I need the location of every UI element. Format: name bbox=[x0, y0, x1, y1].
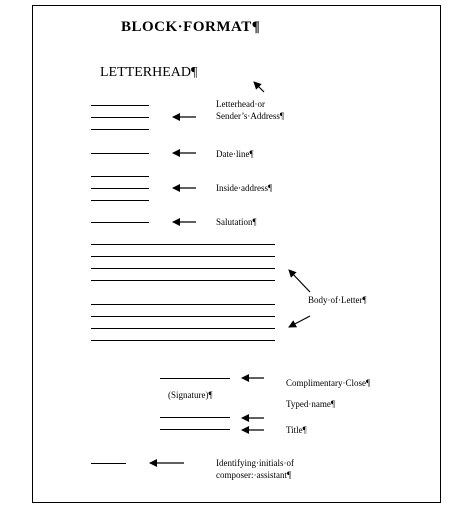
arrow-letterhead-icon bbox=[254, 82, 264, 92]
letterhead-heading: LETTERHEAD¶ bbox=[100, 65, 198, 80]
arrow-body-upper-icon bbox=[289, 270, 310, 292]
label-complimentary-close: Complimentary·Close¶ bbox=[286, 378, 371, 388]
label-date-line: Date·line¶ bbox=[216, 149, 254, 159]
label-salutation: Salutation¶ bbox=[216, 217, 257, 227]
arrow-body-lower-icon bbox=[289, 316, 310, 327]
label-letterhead-address-1: Letterhead·or bbox=[216, 99, 265, 109]
label-initials-2: composer:·assistant¶ bbox=[216, 470, 292, 480]
label-body: Body·of·Letter¶ bbox=[308, 295, 367, 305]
label-signature: (Signature)¶ bbox=[168, 390, 213, 400]
label-title: Title¶ bbox=[286, 425, 307, 435]
label-initials-1: Identifying·initials·of bbox=[216, 458, 294, 468]
label-inside-address: Inside·address¶ bbox=[216, 183, 273, 193]
label-typed-name: Typed·name¶ bbox=[286, 399, 335, 409]
label-letterhead-address-2: Sender’s·Address¶ bbox=[216, 111, 284, 121]
document-title: BLOCK·FORMAT¶ bbox=[121, 19, 261, 35]
